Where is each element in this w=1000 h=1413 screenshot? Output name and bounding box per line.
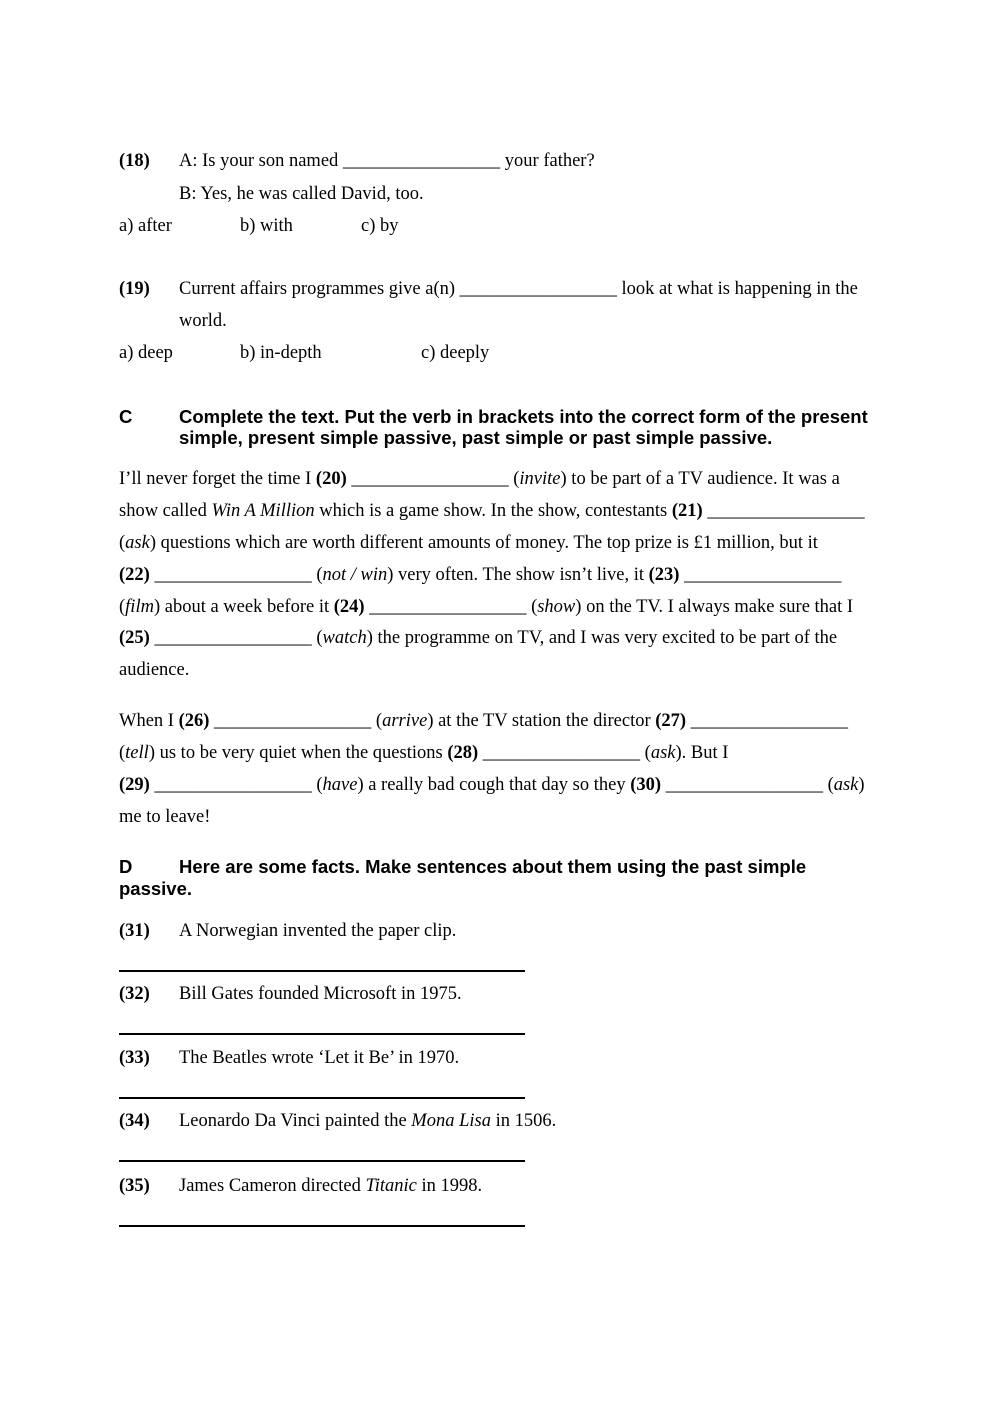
- text: (: [311, 565, 323, 585]
- fact-sentence: Leonardo Da Vinci painted the: [179, 1111, 412, 1131]
- show-title: Win A Million: [211, 501, 315, 521]
- text: ) a really bad cough that day so they: [357, 775, 631, 795]
- blank-29[interactable]: _________________: [154, 775, 312, 795]
- question-number-25: (25): [119, 628, 155, 648]
- blank-22[interactable]: _________________: [154, 565, 312, 585]
- question-19-text-before: Current affairs programmes give a(n): [179, 279, 460, 299]
- blank-27[interactable]: _________________: [690, 711, 848, 731]
- question-18-line-2: [179, 183, 424, 205]
- question-number-35: (35): [119, 1176, 150, 1196]
- text: (: [508, 469, 520, 489]
- text: I’ll never forget the time I: [119, 469, 316, 489]
- question-number-23: (23): [648, 565, 685, 585]
- blank-19[interactable]: _________________: [459, 279, 617, 299]
- text: ). But I: [675, 743, 729, 763]
- answer-line-32[interactable]: [119, 1033, 525, 1035]
- text: (: [311, 628, 323, 648]
- paragraph-2-line-4: [119, 806, 210, 828]
- question-number-33: (33): [119, 1048, 150, 1068]
- text: (: [822, 775, 834, 795]
- question-number-28: (28): [447, 743, 483, 763]
- text: which is a game show. In the show, contestants: [314, 501, 672, 521]
- verb-hint-watch: watch: [322, 628, 367, 648]
- paragraph-1-line-2: [119, 500, 865, 522]
- verb-hint-not-win: not / win: [322, 565, 388, 585]
- text: ) the programme on TV, and I was very excited to be part of the: [366, 628, 838, 648]
- paragraph-2-line-1: [119, 710, 848, 732]
- blank-24[interactable]: _________________: [369, 597, 527, 617]
- text: (: [119, 743, 126, 763]
- text: audience.: [119, 660, 190, 680]
- text: (: [371, 711, 383, 731]
- film-title: Titanic: [365, 1176, 417, 1196]
- fact-sentence: The Beatles wrote ‘Let it Be’ in 1970.: [179, 1048, 460, 1068]
- option-18-c[interactable]: c) by: [361, 216, 399, 236]
- paragraph-1-line-4: [119, 564, 841, 586]
- answer-line-33[interactable]: [119, 1097, 525, 1099]
- text: (: [640, 743, 651, 763]
- text: me to leave!: [119, 807, 211, 827]
- question-number-26: (26): [178, 711, 215, 731]
- blank-30[interactable]: _________________: [665, 775, 823, 795]
- question-19-line-1: [119, 278, 858, 300]
- question-19-line-2: [179, 310, 227, 332]
- verb-hint-show: show: [537, 597, 576, 617]
- blank-20[interactable]: _________________: [351, 469, 509, 489]
- item-32: [119, 983, 462, 1005]
- text: (: [119, 597, 126, 617]
- item-35: [119, 1175, 482, 1197]
- section-c-instruction-line-1: Complete the text. Put the verb in brackets into the correct form of the present: [179, 406, 868, 427]
- question-number-31: (31): [119, 921, 150, 941]
- blank-23[interactable]: _________________: [684, 565, 842, 585]
- question-number-29: (29): [119, 775, 155, 795]
- blank-28[interactable]: _________________: [482, 743, 641, 763]
- question-number-34: (34): [119, 1111, 150, 1131]
- text: ) about a week before it: [153, 597, 334, 617]
- section-c-instruction-line-2: simple, present simple passive, past simple or past simple passive.: [179, 427, 773, 448]
- question-number-27: (27): [655, 711, 691, 731]
- item-34: [119, 1110, 556, 1132]
- verb-hint-film: film: [125, 597, 154, 617]
- question-18-text-after: your father?: [500, 151, 595, 171]
- answer-line-31[interactable]: [119, 970, 525, 972]
- question-19-text-after: look at what is happening in the: [616, 279, 858, 299]
- blank-25[interactable]: _________________: [154, 628, 312, 648]
- paragraph-1-line-7: [119, 659, 189, 681]
- fact-sentence: in 1998.: [416, 1176, 483, 1196]
- question-number-18: (18): [119, 151, 150, 171]
- section-c-instruction: [179, 406, 868, 448]
- section-d-instruction-line-2: passive.: [119, 878, 193, 899]
- verb-hint-ask: ask: [650, 743, 676, 763]
- question-18-line-1: [119, 150, 595, 172]
- section-d-instruction-line-1: Here are some facts. Make sentences about them using the past simple: [179, 856, 807, 877]
- verb-hint-invite: invite: [519, 469, 561, 489]
- blank-26[interactable]: _________________: [214, 711, 372, 731]
- fact-sentence: James Cameron directed: [179, 1176, 366, 1196]
- fact-sentence: Bill Gates founded Microsoft in 1975.: [179, 984, 462, 1004]
- answer-line-34[interactable]: [119, 1160, 525, 1162]
- question-number-24: (24): [333, 597, 370, 617]
- text: ) to be part of a TV audience. It was a: [560, 469, 840, 489]
- paragraph-1-line-3: [119, 532, 818, 554]
- option-19-b[interactable]: b) in-depth: [240, 343, 322, 363]
- text: ) on the TV. I always make sure that I: [575, 597, 854, 617]
- paragraph-1-line-6: [119, 627, 837, 649]
- text: ) at the TV station the director: [427, 711, 656, 731]
- text: show called: [119, 501, 212, 521]
- option-18-a[interactable]: a) after: [119, 216, 172, 236]
- question-number-30: (30): [630, 775, 666, 795]
- option-19-c[interactable]: c) deeply: [421, 343, 490, 363]
- question-19-text-end: world.: [179, 311, 227, 331]
- fact-sentence: in 1506.: [490, 1111, 557, 1131]
- text: (: [311, 775, 323, 795]
- question-18-reply: B: Yes, he was called David, too.: [179, 184, 424, 204]
- paragraph-1-line-5: [119, 596, 853, 618]
- blank-18[interactable]: _________________: [342, 151, 501, 171]
- question-18-text-before: A: Is your son named: [179, 151, 343, 171]
- option-19-a[interactable]: a) deep: [119, 343, 173, 363]
- question-number-21: (21): [671, 501, 708, 521]
- section-d-letter: D: [119, 856, 133, 877]
- paragraph-2-line-3: [119, 774, 865, 796]
- paragraph-2-line-2: [119, 742, 728, 764]
- question-number-32: (32): [119, 984, 150, 1004]
- blank-21[interactable]: _________________: [707, 501, 865, 521]
- verb-hint-ask: ask: [125, 533, 150, 553]
- fact-sentence: A Norwegian invented the paper clip.: [179, 921, 457, 941]
- text: ) questions which are worth different amounts of money. The top prize is £1 million, but it: [149, 533, 818, 553]
- artwork-title: Mona Lisa: [411, 1111, 491, 1131]
- text: ): [858, 775, 865, 795]
- verb-hint-tell: tell: [125, 743, 149, 763]
- item-33: [119, 1047, 459, 1069]
- paragraph-1-line-1: [119, 468, 840, 490]
- question-number-22: (22): [119, 565, 155, 585]
- verb-hint-have: have: [322, 775, 358, 795]
- verb-hint-ask: ask: [833, 775, 859, 795]
- verb-hint-arrive: arrive: [382, 711, 428, 731]
- item-31: [119, 920, 456, 942]
- section-c-letter: C: [119, 406, 133, 427]
- text: When I: [119, 711, 179, 731]
- question-number-19: (19): [119, 279, 150, 299]
- text: (: [526, 597, 538, 617]
- text: ) us to be very quiet when the questions: [148, 743, 448, 763]
- question-number-20: (20): [315, 469, 352, 489]
- answer-line-35[interactable]: [119, 1225, 525, 1227]
- option-18-b[interactable]: b) with: [240, 216, 293, 236]
- text: ) very often. The show isn’t live, it: [387, 565, 649, 585]
- text: (: [119, 533, 126, 553]
